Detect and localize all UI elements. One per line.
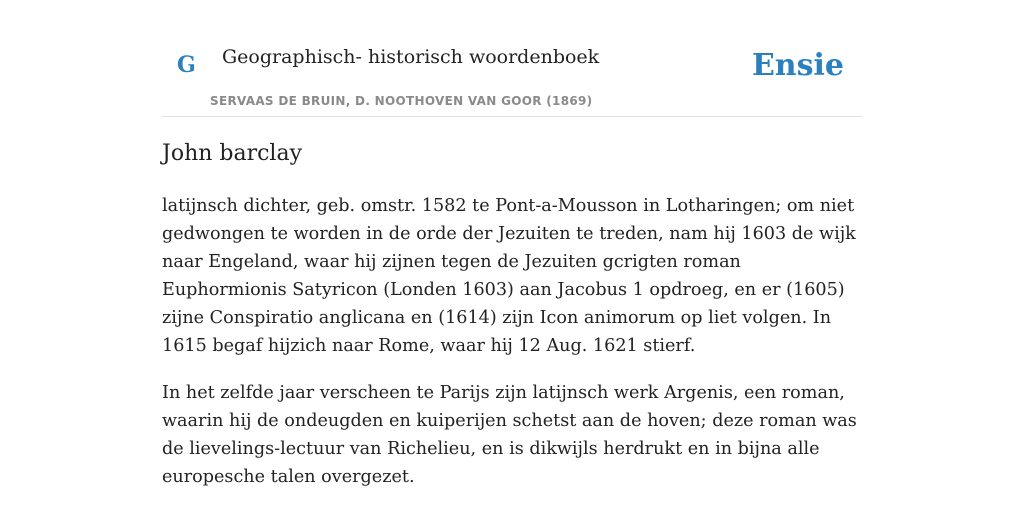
entry-content [162,138,862,487]
entry-title: John barclay [162,141,303,166]
entry-paragraph: latijnsch dichter, geb. omstr. 1582 te Pont-a-Mousson in Lotharingen; om niet gedwongen te worden in de orde der Jezuiten te treden, nam hij 1603 de wijk naar Engeland, waar hij zijnen tegen de Jezuiten gcrigten roman Euphormionis Satyricon (Londen 1603) aan Jacobus 1 opdroeg, en er (1605) zijne Conspiratio anglicana en (1614) zijn Icon animorum op liet volgen. In 1615 begaf hijzich naar Rome, waar hij 12 Aug. 1621 stierf. [162,196,856,356]
book-header [162,0,862,117]
book-logo-icon[interactable]: G [177,52,196,78]
book-authors: SERVAAS DE BRUIN, D. NOOTHOVEN VAN GOOR (1869) [210,94,593,108]
ensie-logo-link[interactable]: Ensie [751,48,844,83]
book-title-link[interactable]: Geographisch- historisch woordenboek [222,46,600,68]
entry-paragraph: In het zelfde jaar verscheen te Parijs zijn latijnsch werk Argenis, een roman, waarin hij de ondeugden en kuiperijen schetst aan de hoven; deze roman was de lievelings-lectuur van Richelieu, en is dikwijls herdrukt en in bijna alle europesche talen overgezet. [162,383,857,487]
